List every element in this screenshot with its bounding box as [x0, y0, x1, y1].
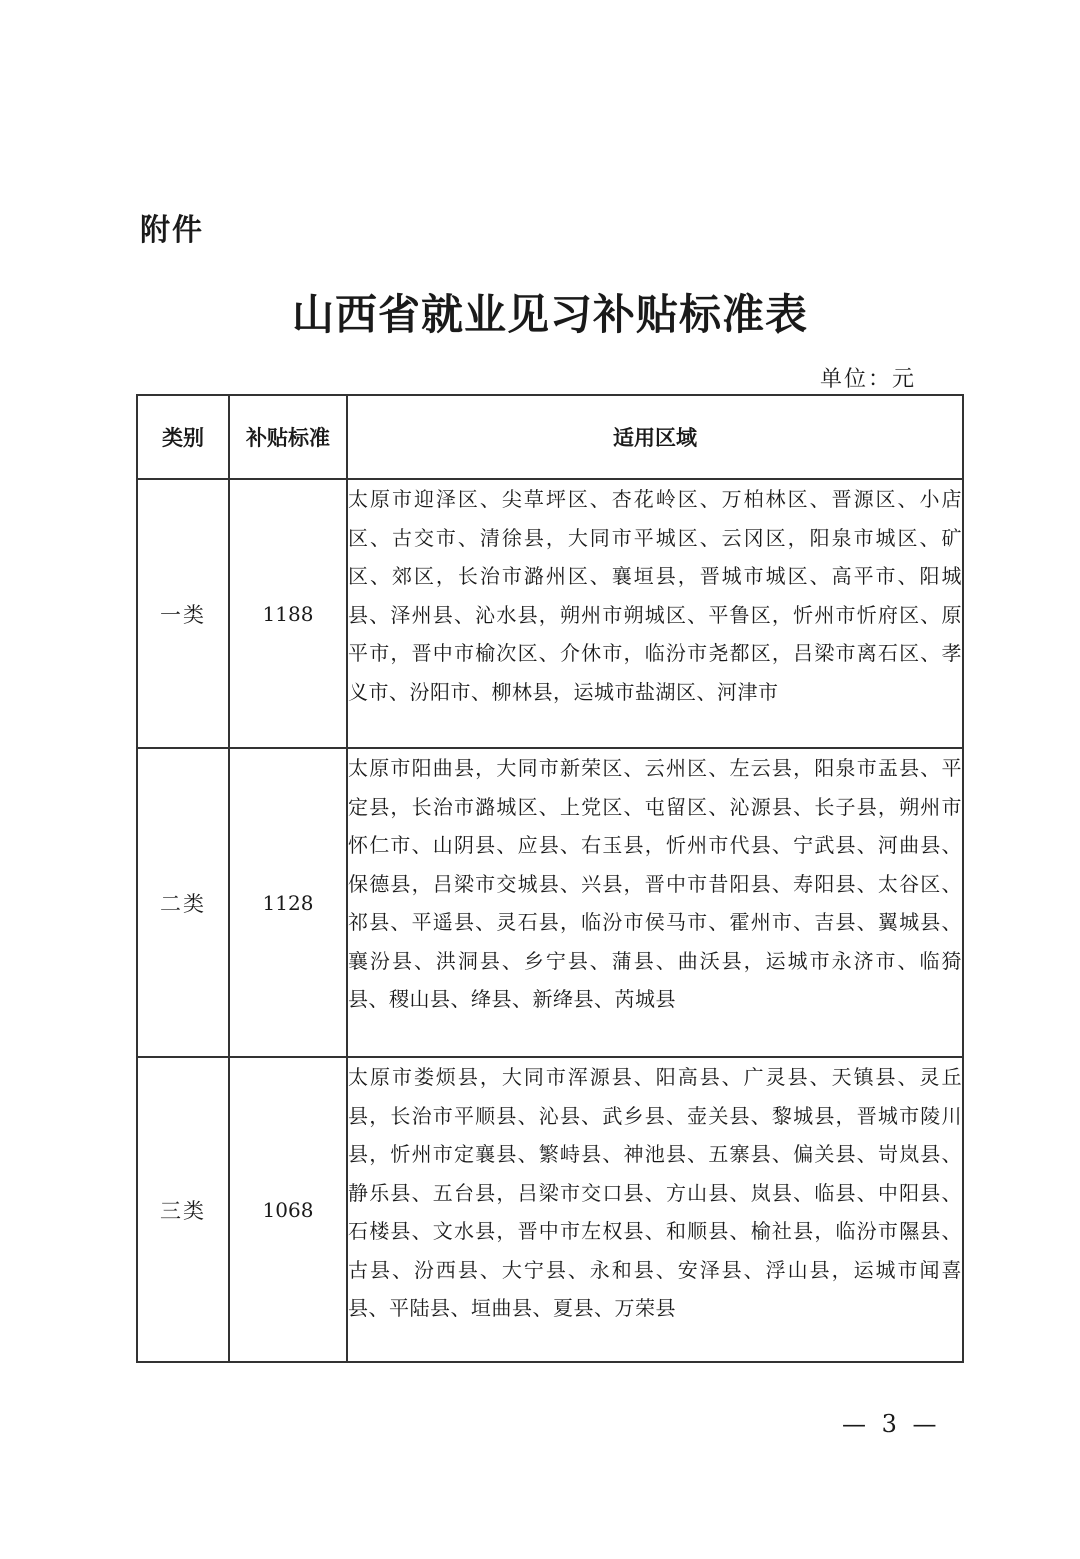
row-category: 二类 [137, 748, 229, 1057]
row-category: 一类 [137, 479, 229, 748]
row-region: 太原市娄烦县，大同市浑源县、阳高县、广灵县、天镇县、灵丘县，长治市平顺县、沁县、武乡县、壶关县、黎城县，晋城市陵川县，忻州市定襄县、繁峙县、神池县、五寨县、偏关县、岢岚县、静乐县、五台县，吕梁市交口县、方山县、岚县、临县、中阳县、石楼县、文水县，晋中市左权县、和顺县、榆社县，临汾市隰县、古县、汾西县、大宁县、永和县、安泽县、浮山县，运城市闻喜县、平陆县、垣曲县、夏县、万荣县 [347, 1057, 963, 1362]
row-region: 太原市迎泽区、尖草坪区、杏花岭区、万柏林区、晋源区、小店区、古交市、清徐县，大同市平城区、云冈区，阳泉市城区、矿区、郊区，长治市潞州区、襄垣县，晋城市城区、高平市、阳城县、泽州县、沁水县，朔州市朔城区、平鲁区，忻州市忻府区、原平市，晋中市榆次区、介休市，临汾市尧都区，吕梁市离石区、孝义市、汾阳市、柳林县，运城市盐湖区、河津市 [347, 479, 963, 748]
page-number: — 3 — [842, 1410, 941, 1438]
row-region: 太原市阳曲县，大同市新荣区、云州区、左云县，阳泉市盂县、平定县，长治市潞城区、上党区、屯留区、沁源县、长子县，朔州市怀仁市、山阴县、应县、右玉县，忻州市代县、宁武县、河曲县、保德县，吕梁市交城县、兴县，晋中市昔阳县、寿阳县、太谷区、祁县、平遥县、灵石县，临汾市侯马市、霍州市、吉县、翼城县、襄汾县、洪洞县、乡宁县、蒲县、曲沃县，运城市永济市、临猗县、稷山县、绛县、新绛县、芮城县 [347, 748, 963, 1057]
header-standard: 补贴标准 [229, 395, 347, 479]
page-title: 山西省就业见习补贴标准表 [291, 290, 808, 339]
row-category: 三类 [137, 1057, 229, 1362]
row-standard: 1128 [229, 748, 347, 1057]
header-category: 类别 [137, 395, 229, 479]
table-row [137, 1057, 963, 1362]
attachment-label: 附件 [140, 213, 204, 248]
table-row [137, 748, 963, 1057]
header-region: 适用区域 [347, 395, 963, 479]
table-row [137, 479, 963, 748]
subsidy-table [136, 394, 964, 1363]
row-standard: 1188 [229, 479, 347, 748]
unit-label: 单位：元 [820, 367, 917, 392]
row-standard: 1068 [229, 1057, 347, 1362]
table-header-row [137, 395, 963, 479]
